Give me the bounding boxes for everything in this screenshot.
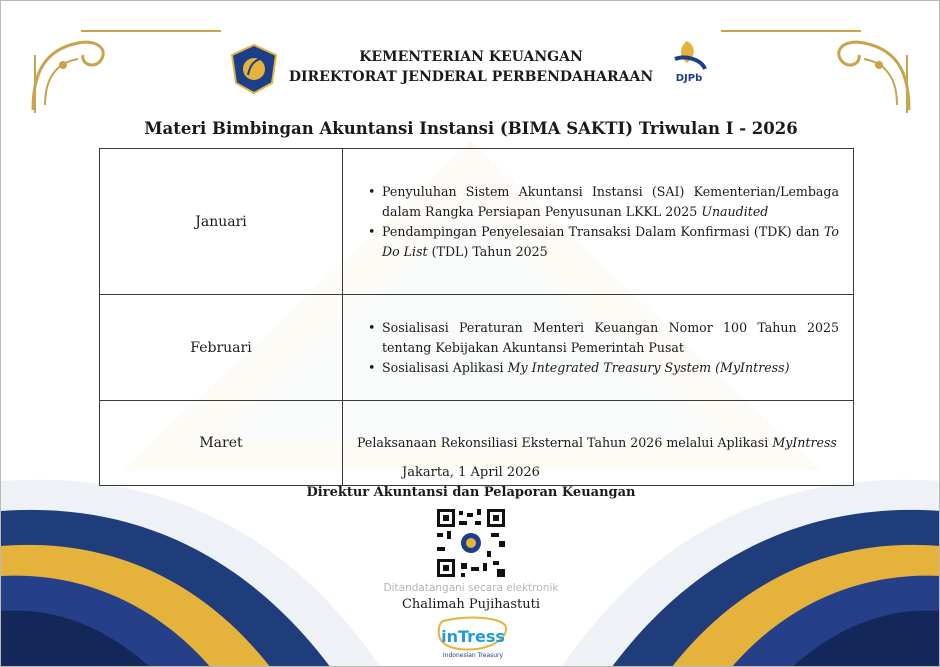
document-title: Materi Bimbingan Akuntansi Instansi (BIMA SAKTI) Triwulan I - 2026 <box>144 119 798 138</box>
content-cell <box>343 149 854 295</box>
ornament-top-right-icon <box>829 25 919 115</box>
list-item: • Sosialisasi Peraturan Menteri Keuangan Nomor 100 Tahun 2025 tentang Kebijakan Akuntansi Pemerintah Pusat <box>382 318 839 358</box>
signature-role: Direktur Akuntansi dan Pelaporan Keuangan <box>306 485 636 500</box>
ornament-top-left-icon <box>23 25 113 115</box>
list-item: • Penyuluhan Sistem Akuntansi Instansi (SAI) Kementerian/Lembaga dalam Rangka Persiapan Penyusunan LKKL 2025 Unaudited <box>382 182 839 222</box>
list-item: • Pendampingan Penyelesaian Transaksi Dalam Konfirmasi (TDK) dan To Do List (TDL) Tahun 2025 <box>382 222 839 262</box>
intress-logo-text: inTress <box>441 627 505 646</box>
schedule-table <box>99 148 854 486</box>
ministry-name: KEMENTERIAN KEUANGAN <box>359 49 583 65</box>
table-row <box>100 149 854 295</box>
month-cell: Januari <box>100 149 343 295</box>
document-header <box>231 47 711 87</box>
item-list <box>357 318 839 378</box>
electronic-signature-note: Ditandatangani secara elektronik <box>383 582 559 594</box>
list-item: • Sosialisasi Aplikasi My Integrated Treasury System (MyIntress) <box>382 358 839 378</box>
item-list <box>357 182 839 262</box>
table-row <box>100 295 854 401</box>
djpb-logo-text: DJPb <box>675 73 703 84</box>
signer-name: Chalimah Pujihastuti <box>401 597 541 612</box>
month-cell: Februari <box>100 295 343 401</box>
content-cell <box>343 295 854 401</box>
directorate-name: DIREKTORAT JENDERAL PERBENDAHARAAN <box>288 69 654 85</box>
content-cell: Pelaksanaan Rekonsiliasi Eksternal Tahun 2026 melalui Aplikasi MyIntress <box>343 401 854 486</box>
qr-code-icon <box>435 507 507 579</box>
intress-logo-subtext: Indonesian Treasury <box>442 652 504 659</box>
signature-place-date: Jakarta, 1 April 2026 <box>402 465 540 480</box>
month-cell: Maret <box>100 401 343 486</box>
intress-logo-icon <box>437 615 509 659</box>
